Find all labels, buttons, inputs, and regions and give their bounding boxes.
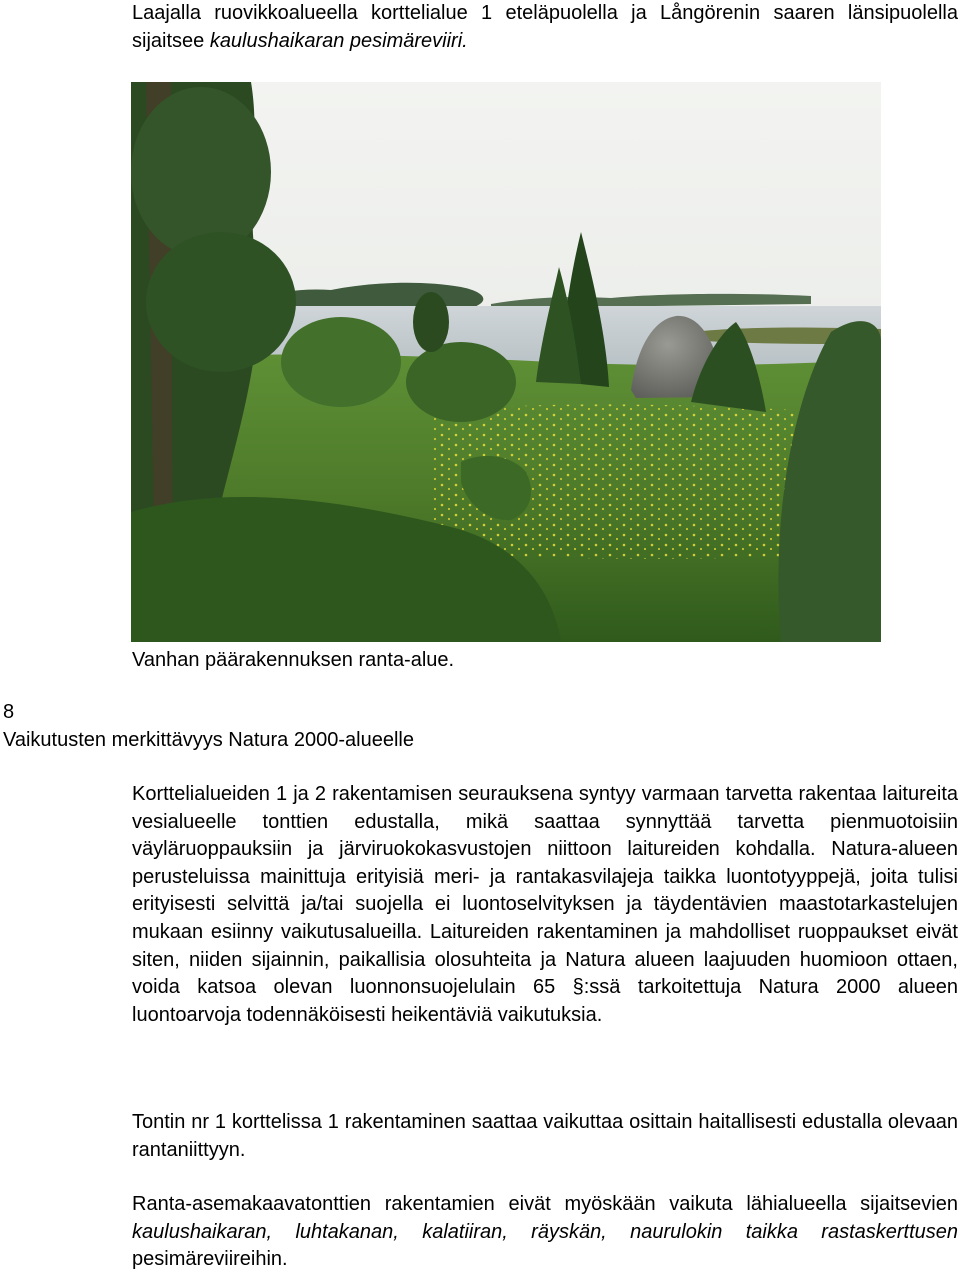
species-lead: Ranta-asemakaavatonttien rakentamien eivät myöskään vaikuta lähialueella sijaitsevien	[132, 1193, 958, 1215]
landscape-photo	[131, 82, 881, 642]
species-name: kaulushaikaran,	[132, 1220, 273, 1243]
photo-juniper	[413, 292, 449, 352]
intro-species: kaulushaikaran pesimäreviiri.	[209, 29, 468, 52]
intro-text: Laajalla ruovikkoalueella korttelialue 1 eteläpuolella ja Långörenin saaren länsipuolella sijaitsee	[132, 2, 958, 52]
photo-pine-crown	[131, 87, 271, 257]
species-sep	[508, 1221, 531, 1243]
species-tail: pesimäreviireihin.	[132, 1248, 288, 1271]
photo-bush-mid	[281, 317, 401, 407]
figure-caption: Vanhan päärakennuksen ranta-alue.	[132, 649, 455, 671]
section-number: 8	[3, 701, 15, 723]
species-name: naurulokin taikka rastaskerttusen	[630, 1220, 959, 1243]
paragraph-impact: Korttelialueiden 1 ja 2 rakentamisen seurauksena syntyy varmaan tarvetta rakentaa laitureita vesialueelle tonttien edustalla, mikä saattaa synnyttää tarvetta pienmuotoisiin väyläruoppauksiin ja järviruokokasvustojen niittoon laitureiden kohdalla. Natura-alueen perusteluissa mainittuja erityisiä meri- ja rantakasvilajeja taikka luontotyyppejä, joita tulisi erityisesti selvittä ja/tai suojella ei luontoselvityksen ja täydentävien maastotarkastelujen mukaan esiinny vaikutusalueilla. Laitureiden rakentaminen ja mahdolliset ruoppaukset eivät siten, niiden sijainnin, paikallisia olosuhteita ja Natura alueen laajuuden huomioon ottaen, voida katsoa olevan luonnonsuojelulain 65 §:ssä tarkoitettuja Natura 2000 alueen luontoarvoja todennäköisesti heikentäviä vaikutuksia.	[132, 783, 958, 1026]
photo-bush-mid-2	[406, 342, 516, 422]
intro-paragraph	[132, 0, 958, 55]
photo-bush-left	[146, 232, 296, 372]
species-name: luhtakanan,	[295, 1220, 399, 1243]
paragraph-species	[132, 1191, 958, 1274]
species-name: räyskän,	[531, 1220, 607, 1243]
species-sep	[272, 1221, 295, 1243]
species-name: kalatiiran,	[422, 1220, 508, 1243]
paragraph-meadow: Tontin nr 1 korttelissa 1 rakentaminen saattaa vaikuttaa osittain haitallisesti edustalla olevaan rantaniittyyn.	[132, 1111, 958, 1161]
species-sep	[399, 1221, 422, 1243]
section-title: Vaikutusten merkittävyys Natura 2000-alueelle	[3, 729, 414, 751]
species-sep	[607, 1221, 630, 1243]
